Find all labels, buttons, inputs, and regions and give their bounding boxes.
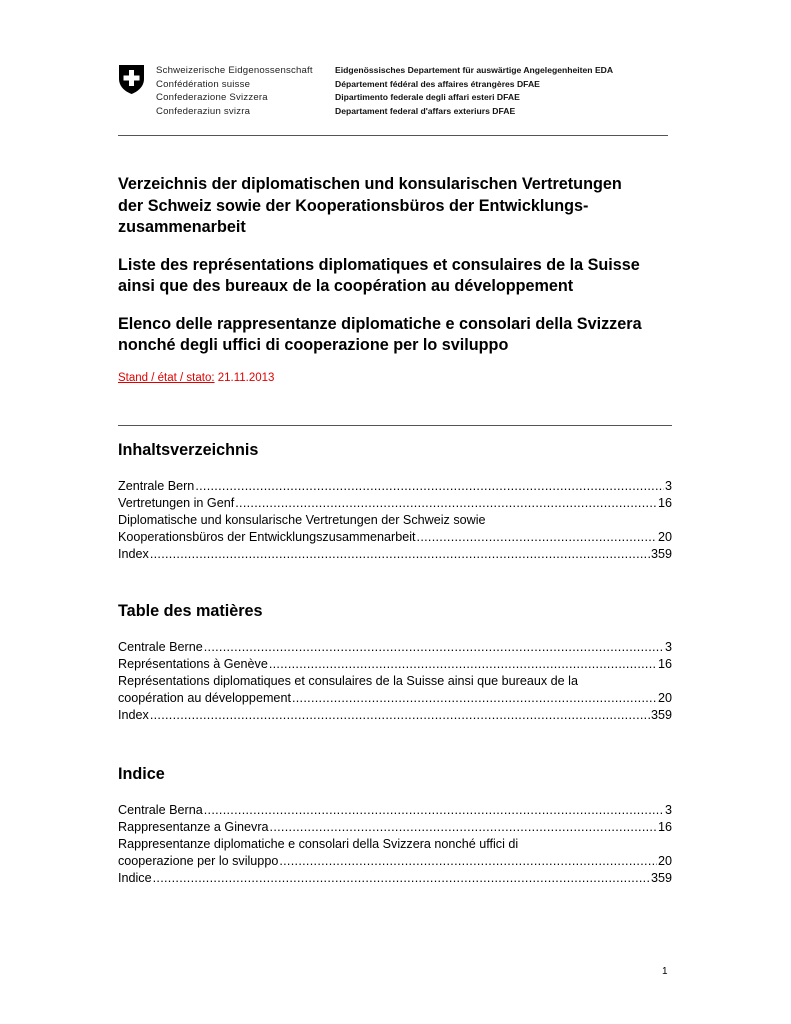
toc-entry-page: 20 xyxy=(657,691,672,705)
confederation-names xyxy=(156,64,313,118)
letterhead xyxy=(118,62,678,122)
title-it xyxy=(118,314,678,357)
toc-entry-page: 16 xyxy=(657,820,672,834)
toc-entry-title: Centrale Berna xyxy=(118,803,203,817)
toc-entry[interactable] xyxy=(118,546,672,563)
title-fr xyxy=(118,255,678,298)
toc-entry-page: 3 xyxy=(664,479,672,493)
toc-heading-de: Inhaltsverzeichnis xyxy=(118,441,259,459)
toc-entry[interactable] xyxy=(118,707,672,724)
title-line: Elenco delle rappresentanze diplomatiche e consolari della Svizzera xyxy=(118,314,642,333)
swiss-crest-icon xyxy=(118,64,145,95)
status-date-label: Stand / état / stato: xyxy=(118,372,215,384)
toc-entry-title: Index xyxy=(118,708,149,722)
toc-fr xyxy=(118,601,672,724)
toc-entry[interactable] xyxy=(118,495,672,512)
toc-entry-page: 16 xyxy=(657,657,672,671)
status-date xyxy=(118,372,274,384)
toc-it xyxy=(118,764,672,887)
confederation-name-it: Confederazione Svizzera xyxy=(156,92,268,104)
title-line: Verzeichnis der diplomatischen und konsularischen Vertretungen xyxy=(118,175,622,193)
department-name-it: Dipartimento federale degli affari esteri DFAE xyxy=(335,92,520,103)
toc-leader xyxy=(270,819,657,836)
toc-entry-title: Kooperationsbüros der Entwicklungszusammenarbeit xyxy=(118,530,416,544)
toc-entry[interactable] xyxy=(118,836,672,870)
toc-entry-page: 359 xyxy=(650,547,672,561)
toc-entry-title: Représentations à Genève xyxy=(118,657,268,671)
toc-entry-page: 359 xyxy=(650,871,672,885)
toc-entry-page: 3 xyxy=(664,640,672,654)
confederation-name-fr: Confédération suisse xyxy=(156,78,251,90)
toc-entry-page: 359 xyxy=(650,708,672,722)
toc-leader xyxy=(279,853,657,870)
section-divider xyxy=(118,425,672,426)
toc-entry[interactable] xyxy=(118,512,672,546)
toc-leader xyxy=(204,802,664,819)
toc-entry-page: 20 xyxy=(657,530,672,544)
department-name-de: Eidgenössisches Departement für auswärtige Angelegenheiten EDA xyxy=(335,65,614,75)
toc-entry[interactable] xyxy=(118,819,672,836)
document-titles xyxy=(118,174,678,373)
toc-entry-title: Vertretungen in Genf xyxy=(118,496,235,510)
toc-leader xyxy=(204,639,664,656)
toc-entry[interactable] xyxy=(118,639,672,656)
toc-entry[interactable] xyxy=(118,673,672,707)
toc-entry-title: Rappresentanze a Ginevra xyxy=(118,820,269,834)
toc-entry-title-line1: Rappresentanze diplomatiche e consolari della Svizzera nonché uffici di xyxy=(118,837,519,851)
toc-leader xyxy=(235,495,657,512)
toc-heading-it: Indice xyxy=(118,765,165,783)
toc-entry-title: Index xyxy=(118,547,149,561)
title-line: nonché degli uffici di cooperazione per lo sviluppo xyxy=(118,336,509,354)
toc-entry-title: Centrale Berne xyxy=(118,640,203,654)
header-divider xyxy=(118,135,668,136)
toc-entry-title: coopération au développement xyxy=(118,691,291,705)
confederation-name-rm: Confederaziun svizra xyxy=(156,105,251,117)
confederation-name-de: Schweizerische Eidgenossenschaft xyxy=(156,65,313,76)
toc-entry-title: cooperazione per lo sviluppo xyxy=(118,854,279,868)
toc-entry[interactable] xyxy=(118,870,672,887)
department-name-fr: Département fédéral des affaires étrangères DFAE xyxy=(335,78,540,89)
title-line: der Schweiz sowie der Kooperationsbüros der Entwicklungs- xyxy=(118,196,589,215)
department-name-rm: Departament federal d'affars exteriurs DFAE xyxy=(335,105,516,116)
toc-entry-page: 3 xyxy=(664,803,672,817)
toc-leader xyxy=(292,690,657,707)
page-number: 1 xyxy=(662,966,668,977)
toc-entry[interactable] xyxy=(118,656,672,673)
toc-entry-title-line1: Diplomatische und konsularische Vertretungen der Schweiz sowie xyxy=(118,513,486,527)
title-line: ainsi que des bureaux de la coopération au développement xyxy=(118,277,574,295)
toc-entry-title: Zentrale Bern xyxy=(118,479,195,493)
toc-leader xyxy=(417,529,657,546)
toc-entry-title: Indice xyxy=(118,871,152,885)
department-names xyxy=(335,64,613,118)
toc-de xyxy=(118,440,672,563)
title-line: Liste des représentations diplomatiques et consulaires de la Suisse xyxy=(118,255,640,274)
toc-entry-page: 16 xyxy=(657,496,672,510)
toc-entry[interactable] xyxy=(118,802,672,819)
status-date-value: 21.11.2013 xyxy=(217,372,275,384)
toc-leader xyxy=(150,546,650,563)
toc-leader xyxy=(269,656,657,673)
toc-entry-page: 20 xyxy=(657,854,672,868)
toc-entry[interactable] xyxy=(118,478,672,495)
toc-leader xyxy=(153,870,650,887)
toc-leader xyxy=(150,707,650,724)
toc-leader xyxy=(195,478,664,495)
toc-heading-fr: Table des matières xyxy=(118,602,263,620)
title-de xyxy=(118,174,678,239)
toc-entry-title-line1: Représentations diplomatiques et consulaires de la Suisse ainsi que bureaux de la xyxy=(118,674,578,688)
title-line: zusammenarbeit xyxy=(118,218,246,236)
